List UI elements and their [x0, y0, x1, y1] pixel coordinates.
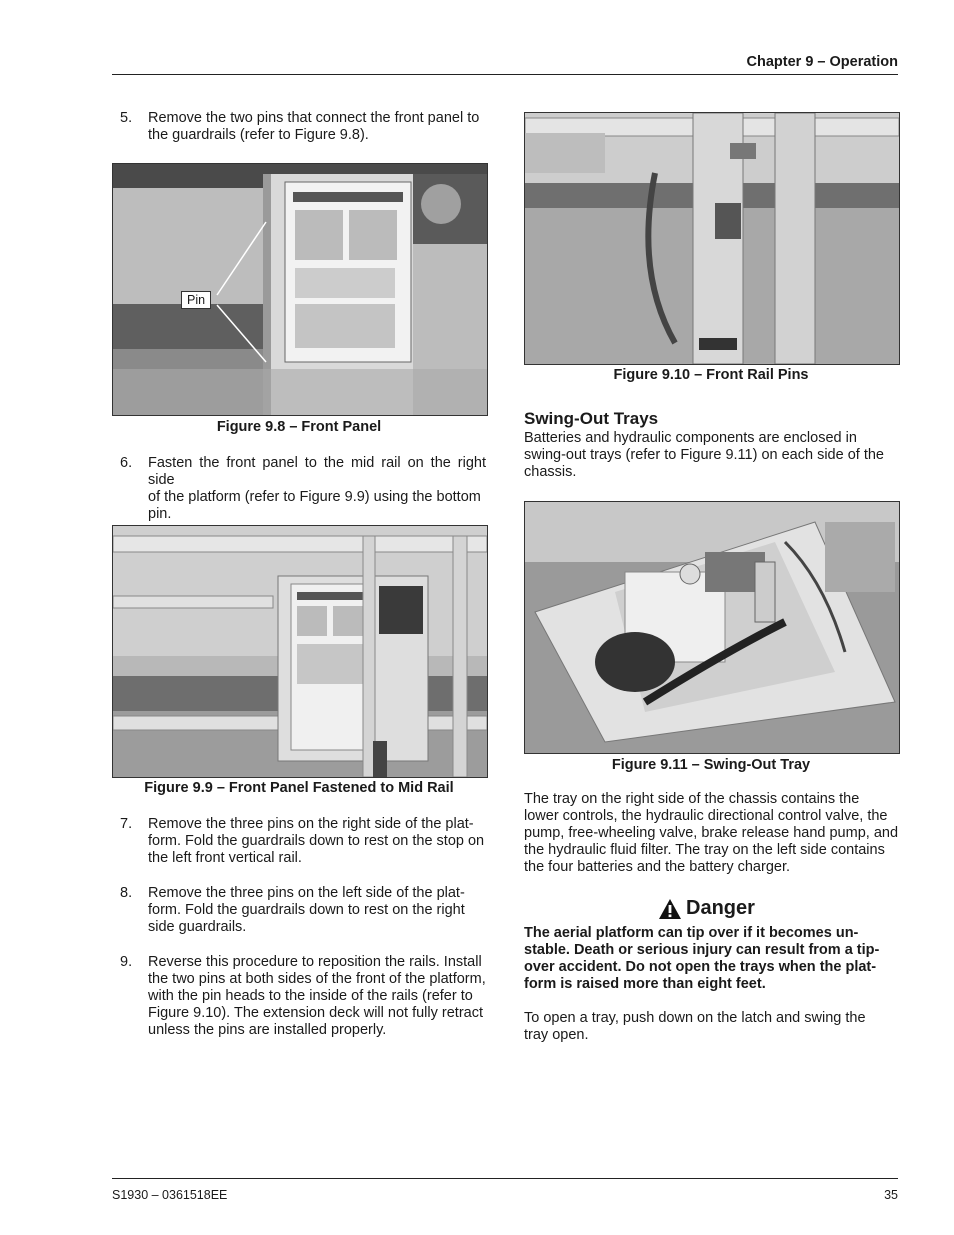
- step-5: [120, 110, 486, 144]
- step-text: Fasten the front panel to the mid rail on the right side of the platform (refer to Figure 9.9) using the bottom pin.: [148, 455, 486, 522]
- document-id: S1930 – 0361518EE: [112, 1188, 228, 1202]
- figure-9-9-photo: [112, 525, 488, 778]
- tray-contents-paragraph: The tray on the right side of the chassis contains the lower controls, the hydraulic directional control valve, the pump, free-wheeling valve, brake release hand pump, and the hydraulic fluid filter. The tray on the left side contains the four batteries and the battery charger.: [524, 791, 899, 875]
- figure-9-10-caption: Figure 9.10 – Front Rail Pins: [613, 367, 809, 383]
- step-number: 9.: [120, 954, 133, 970]
- danger-paragraph: The aerial platform can tip over if it becomes un- stable. Death or serious injury can result from a tip- over accident. Do not open the trays when the plat- form is raised more than eight feet.: [524, 925, 880, 992]
- step-text: Remove the three pins on the right side of the plat- form. Fold the guardrails down to rest on the stop on the left front vertical rail.: [148, 816, 485, 866]
- figure-9-9-caption: Figure 9.9 – Front Panel Fastened to Mid Rail: [144, 780, 454, 796]
- step-8: [120, 885, 486, 936]
- step-number: 7.: [120, 816, 133, 832]
- header-rule: [112, 74, 898, 75]
- chapter-title: Chapter 9 – Operation: [746, 54, 898, 70]
- figure-9-11-caption: Figure 9.11 – Swing-Out Tray: [611, 757, 811, 773]
- figure-9-10-photo: [524, 112, 900, 365]
- step-number: 8.: [120, 885, 133, 901]
- step-number: 5.: [120, 110, 133, 126]
- step-9: [120, 954, 486, 1039]
- figure-9-8-photo: [112, 163, 488, 416]
- figure-9-8-caption: Figure 9.8 – Front Panel: [216, 419, 382, 435]
- warning-triangle-icon: [658, 898, 682, 920]
- section-heading: Swing-Out Trays: [524, 409, 659, 428]
- swing-out-paragraph: Batteries and hydraulic components are enclosed in swing-out trays (refer to Figure 9.11) on each side of the chassis.: [524, 430, 884, 480]
- step-text: Remove the two pins that connect the front panel to the guardrails (refer to Figure 9.8).: [148, 110, 480, 143]
- danger-title: Danger: [686, 897, 755, 919]
- step-text: Reverse this procedure to reposition the rails. Install the two pins at both sides of the front of the platform, with the pin heads to the inside of the rails (refer to Figure 9.10). The extension deck will not fully retract unless the pins are installed properly.: [148, 954, 486, 1038]
- step-6: [120, 455, 486, 523]
- step-number: 6.: [120, 455, 133, 471]
- footer-rule: [112, 1178, 898, 1179]
- pin-callout: Pin: [181, 291, 211, 309]
- page-number: 35: [884, 1188, 898, 1202]
- figure-9-11-photo: [524, 501, 900, 754]
- step-7: [120, 816, 486, 867]
- open-tray-paragraph: To open a tray, push down on the latch and swing the tray open.: [524, 1010, 866, 1043]
- step-text: Remove the three pins on the left side of the plat- form. Fold the guardrails down to rest on the right side guardrails.: [148, 885, 465, 935]
